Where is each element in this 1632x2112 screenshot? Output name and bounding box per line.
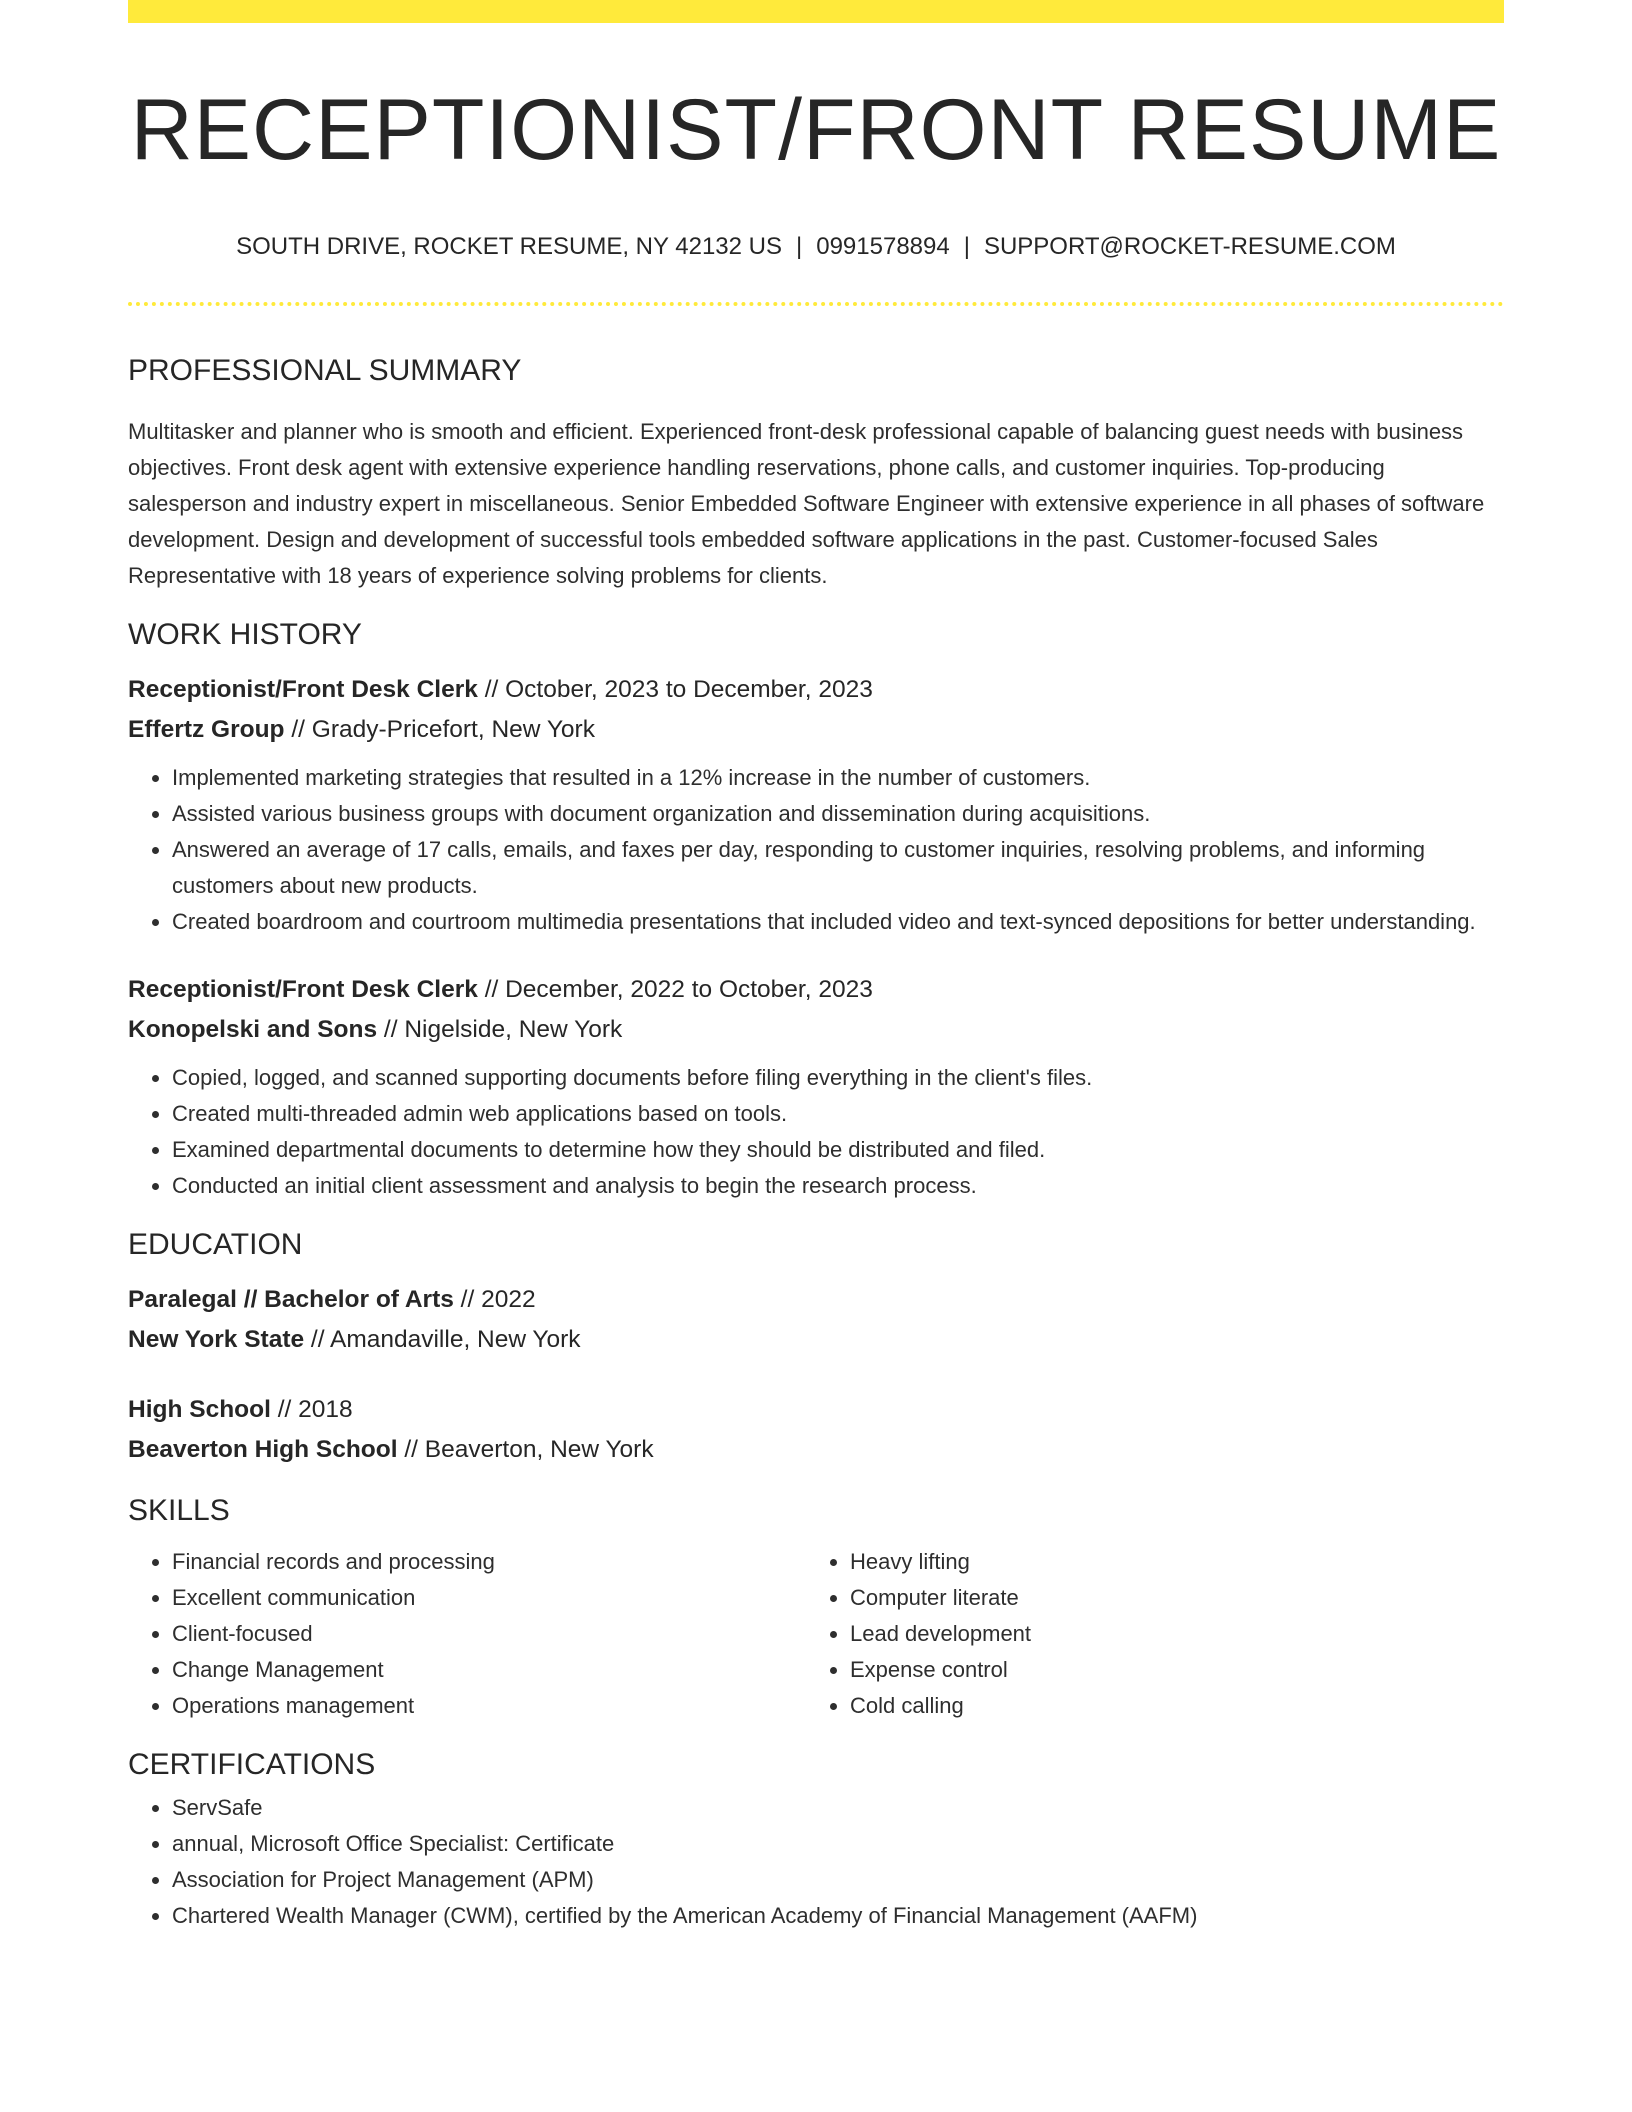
- education-heading: EDUCATION: [128, 1228, 303, 1261]
- accent-top-bar: [128, 0, 1504, 23]
- certifications-heading: CERTIFICATIONS: [128, 1748, 376, 1781]
- job-company-line: [128, 710, 1504, 750]
- list-item: • Answered an average of 17 calls, emails, and faxes per day, responding to customer inquiries, resolving problems, and informing customers about new products.: [172, 832, 1504, 904]
- skills-list: [806, 1544, 1484, 1724]
- list-item: • Change Management: [172, 1652, 806, 1688]
- list-item: • annual, Microsoft Office Specialist: Certificate: [172, 1826, 1504, 1862]
- contact-separator: |: [796, 233, 803, 260]
- list-item: • Cold calling: [850, 1688, 1484, 1724]
- education-school: New York State: [128, 1326, 305, 1353]
- list-item: • Financial records and processing: [172, 1544, 806, 1580]
- list-item: • Implemented marketing strategies that resulted in a 12% increase in the number of customers.: [172, 760, 1504, 796]
- contact-separator: |: [963, 233, 970, 260]
- list-item: • Association for Project Management (APM): [172, 1862, 1504, 1898]
- list-item: • Conducted an initial client assessment and analysis to begin the research process.: [172, 1168, 1504, 1204]
- list-item: • Copied, logged, and scanned supporting documents before filing everything in the client's files.: [172, 1060, 1504, 1096]
- education-entry: [128, 1280, 1504, 1360]
- contact-email: SUPPORT@ROCKET-RESUME.COM: [983, 233, 1396, 260]
- job-title-line: [128, 670, 1504, 710]
- skills-column-left: [128, 1544, 806, 1724]
- education-degree-line: [128, 1280, 1504, 1320]
- job-company: Konopelski and Sons: [128, 1016, 378, 1043]
- resume-page: [128, 0, 1504, 1934]
- contact-address: SOUTH DRIVE, ROCKET RESUME, NY 42132 US: [236, 233, 782, 260]
- list-item: • Client-focused: [172, 1616, 806, 1652]
- resume-title: RECEPTIONIST/FRONT RESUME: [130, 82, 1502, 178]
- education-location: // Beaverton, New York: [397, 1436, 654, 1463]
- education-school-line: [128, 1430, 1504, 1470]
- job-bullets: [128, 1060, 1504, 1204]
- dotted-divider: [128, 302, 1504, 306]
- contact-phone: 0991578894: [816, 233, 950, 260]
- list-item: • Lead development: [850, 1616, 1484, 1652]
- job-title-line: [128, 970, 1504, 1010]
- list-item: • Created multi-threaded admin web applications based on tools.: [172, 1096, 1504, 1132]
- list-item: • Operations management: [172, 1688, 806, 1724]
- job-role: Receptionist/Front Desk Clerk: [128, 976, 478, 1003]
- job-role: Receptionist/Front Desk Clerk: [128, 676, 478, 703]
- summary-text: Multitasker and planner who is smooth and efficient. Experienced front-desk professional capable of balancing guest needs with business objectives. Front desk agent with extensive experience handling reservations, phone calls, and customer inquiries. Top-producing salesperson and industry expert in miscellaneous. Senior Embedded Software Engineer with extensive experience in all phases of software development. Design and development of successful tools embedded software applications in the past. Customer-focused Sales Representative with 18 years of experience solving problems for clients.: [128, 419, 1485, 588]
- education-degree: High School: [128, 1396, 271, 1423]
- education-degree: Paralegal // Bachelor of Arts: [128, 1286, 454, 1313]
- job-location: // Nigelside, New York: [377, 1016, 623, 1043]
- job-entry: [128, 670, 1504, 940]
- job-dates: // October, 2023 to December, 2023: [477, 676, 873, 703]
- list-item: • Created boardroom and courtroom multimedia presentations that included video and text-synced depositions for better understanding.: [172, 904, 1504, 940]
- list-item: • Expense control: [850, 1652, 1484, 1688]
- contact-line: [128, 235, 1504, 259]
- list-item: • Computer literate: [850, 1580, 1484, 1616]
- education-degree-line: [128, 1390, 1504, 1430]
- education-school-line: [128, 1320, 1504, 1360]
- education-year: // 2022: [453, 1286, 536, 1313]
- summary-heading: PROFESSIONAL SUMMARY: [128, 354, 522, 387]
- list-item: • ServSafe: [172, 1790, 1504, 1826]
- job-company: Effertz Group: [128, 716, 285, 743]
- education-entry: [128, 1390, 1504, 1470]
- education-school: Beaverton High School: [128, 1436, 398, 1463]
- job-dates: // December, 2022 to October, 2023: [477, 976, 873, 1003]
- list-item: • Examined departmental documents to determine how they should be distributed and filed.: [172, 1132, 1504, 1168]
- list-item: • Assisted various business groups with document organization and dissemination during acquisitions.: [172, 796, 1504, 832]
- education-year: // 2018: [270, 1396, 353, 1423]
- certifications-list: [128, 1790, 1504, 1934]
- skills-list: [128, 1544, 806, 1724]
- job-entry: [128, 970, 1504, 1204]
- education-location: // Amandaville, New York: [304, 1326, 581, 1353]
- work-history-heading: WORK HISTORY: [128, 618, 362, 651]
- list-item: • Excellent communication: [172, 1580, 806, 1616]
- skills-columns: [128, 1544, 1504, 1724]
- list-item: • Heavy lifting: [850, 1544, 1484, 1580]
- job-location: // Grady-Pricefort, New York: [284, 716, 595, 743]
- job-company-line: [128, 1010, 1504, 1050]
- skills-column-right: [806, 1544, 1484, 1724]
- list-item: • Chartered Wealth Manager (CWM), certified by the American Academy of Financial Management (AAFM): [172, 1898, 1504, 1934]
- job-bullets: [128, 760, 1504, 940]
- skills-heading: SKILLS: [128, 1494, 230, 1527]
